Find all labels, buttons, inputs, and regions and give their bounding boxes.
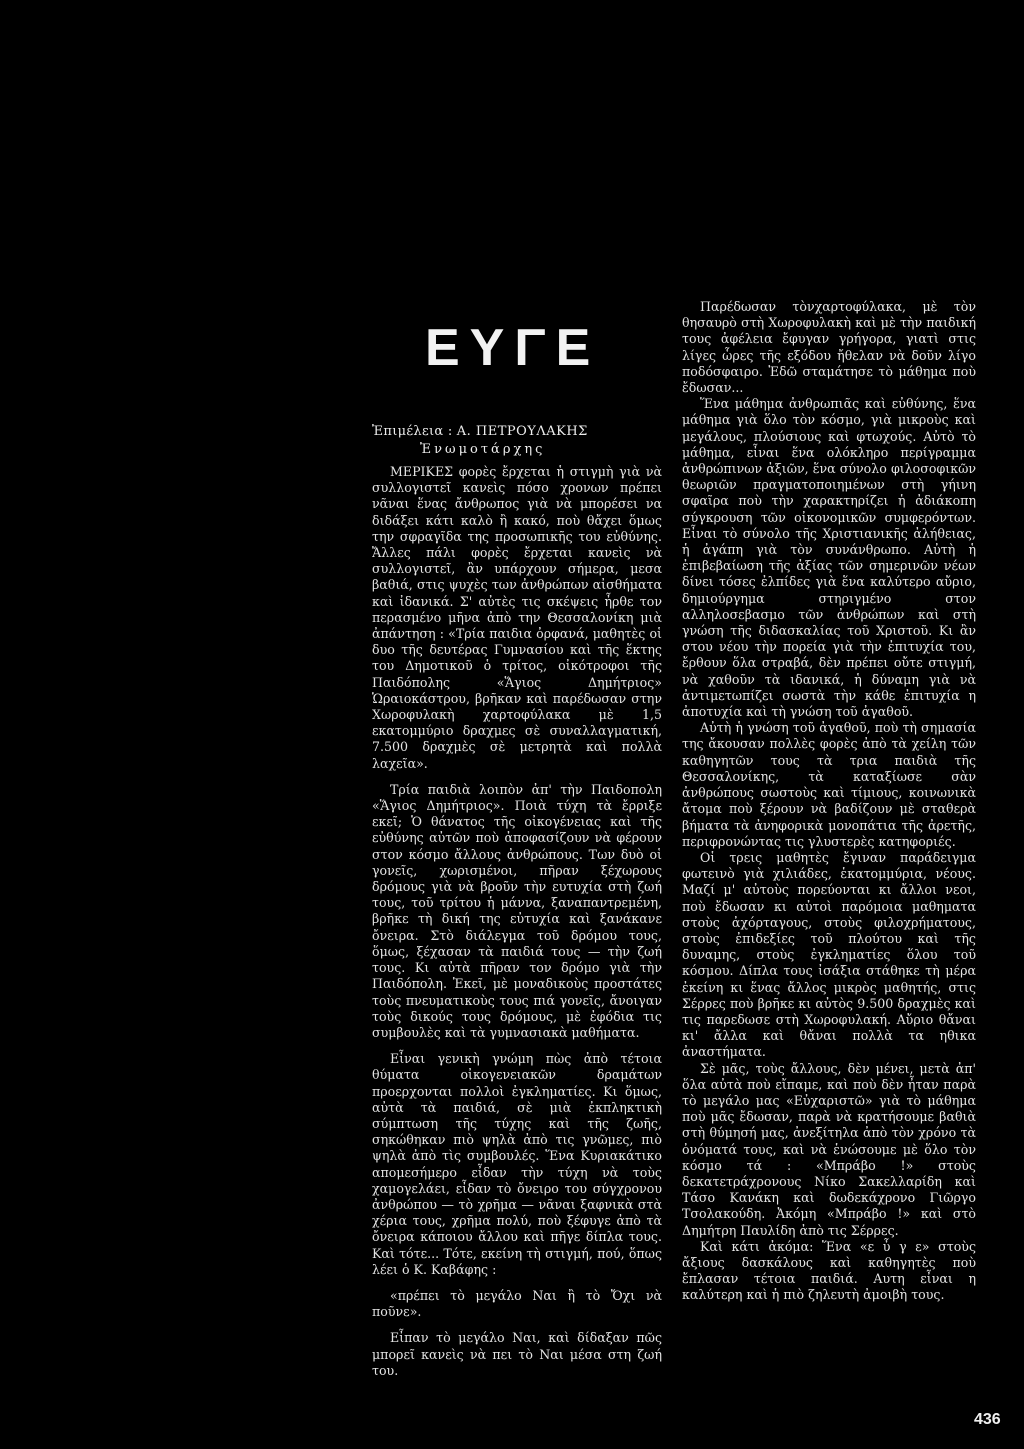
paragraph: Εἶπαν τὸ μεγάλο Ναι, καὶ δίδαξαν πῶς μπορεῖ κανεὶς νὰ πει τὸ Ναι μέσα στη ζωή του.: [372, 1330, 662, 1378]
editor-credit: [372, 424, 662, 440]
article-column-left: [372, 464, 662, 1379]
editor-name: Α. ΠΕΤΡΟΥΛΑΚΗΣ: [456, 424, 588, 439]
article-column-right: [682, 299, 976, 1304]
quotation: «πρέπει τὸ μεγάλο Ναι ἢ τὸ Ὄχι νὰ ποῦνε».: [372, 1287, 662, 1320]
editor-label: Ἐπιμέλεια :: [372, 424, 453, 439]
paragraph: Τρία παιδιὰ λοιπὸν ἀπ' τὴν Παιδοπολη «Ἅγιος Δημήτριος». Ποιὰ τύχη τὰ ἔρριξε εκεῖ; Ὁ θάνατος τῆς οἰκογένειας καὶ τῆς εὐθύνης αὐτῶν ποὺ ἀποφασίζουν νὰ φέρουν στον κόσμο ἄλλους ἀνθρώπους. Των δυὸ οἱ γονεῖς, χωρισμένοι, πῆραν ξέχωρους δρόμους γιὰ νὰ βροῦν τὴν ευτυχία στὴ ζωή τους, τοῦ τρίτου ἡ μάννα, ξαναπαντρεμένη, βρῆκε τὴ δική της εὐτυχία καὶ ξανάκανε ὄνειρα. Στὸ διάλεγμα τοῦ δρόμου τους, ὅμως, ξέχασαν τὰ παιδιά τους — τὴν ζωή τους. Κι αὐτὰ πῆραν τον δρόμο γιὰ τὴν Παιδόπολη. Ἐκεῖ, μὲ μοναδικοὺς προστάτες τοὺς πνευματικοὺς τους πιά γονεῖς, ἄνοιγαν τοὺς δικούς τους δρόμους, μὲ ἐφόδια τις συμβουλὲς καὶ τὰ γυμνασιακὰ μαθήματα.: [372, 781, 662, 1040]
page-number: 436: [974, 1411, 1001, 1428]
paragraph: Παρέδωσαν τὸνχαρτοφύλακα, μὲ τὸν θησαυρὸ στὴ Χωροφυλακὴ καὶ μὲ τὴν παιδική τους ἀφέλεια ἔφυγαν γρήγορα, γιατὶ στις λίγες ὧρες τῆς εξόδου ἤθελαν νὰ δοῦν λίγο ποδόσφαιρο. Ἐδῶ σταμάτησε τὸ μάθημα ποὺ ἔδωσαν...: [682, 299, 976, 396]
paragraph: Καὶ κάτι ἀκόμα: Ἕνα «ε ὖ γ ε» στοὺς ἄξιους δασκάλους καὶ καθηγητὲς ποὺ ἔπλασαν τέτοια παιδιά. Αυτη εἶναι η καλύτερη καὶ ἡ πιὸ ζηλευτὴ ἀμοιβὴ τους.: [682, 1238, 976, 1303]
paragraph: Οἱ τρεις μαθητὲς ἔγιναν παράδειγμα φωτεινὸ γιὰ χιλιάδες, ἑκατομμύρια, νέους. Μαζί μ' αὐτοὺς πορεύονται κι ἄλλοι νεοι, ποὺ ἔδωσαν κι αὐτοὶ παρόμοια μαθηματα στοὺς ἀχόρταγους, στοὺς φιλοχρήματους, στοὺς ἐπιδεξίες τοῦ πλούτου καὶ τῆς δυναμης, στοὺς ἐγκληματίες ὅλου τοῦ κόσμου. Δίπλα τους ἰσάξια στάθηκε τὴ μέρα ἐκείνη κι ἕνας ἄλλος μικρὸς μαθητής, στις Σέρρες ποὺ βρῆκε κι αὐτὸς 9.500 δραχμὲς καὶ τις παρεδωσε στὴ Χωροφυλακή. Αὔριο θἄναι κι' ἄλλα καὶ θἄναι πολλὰ τα ηθικα ἀναστήματα.: [682, 849, 976, 1060]
paragraph: Ἕνα μάθημα ἀνθρωπιᾶς καὶ εὐθύνης, ἕνα μάθημα γιὰ ὅλο τὸν κόσμο, γιὰ μικροὺς καὶ μεγάλους, πλούσιους καὶ φτωχούς. Αὐτὸ τὸ μάθημα, εἶναι ἕνα ολόκληρο περίγραμμα ἀνθρώπινων ἀξιῶν, ἕνα σύνολο φιλοσοφικῶν θεωριῶν πραγματοποιημένων στὴ γήινη σφαῖρα ποὺ τὴν χαρακτηρίζει ἡ ἀδιάκοπη σύγκρουση τῶν οἰκονομικῶν συμφερόντων. Εἶναι τὸ σύνολο τῆς Χριστιανικῆς ἀλήθειας, ἡ ἀγάπη γιὰ τὸν συνάνθρωπο. Αὐτὴ ἡ ἐπιβεβαίωση τῆς ἀξίας τῶν σημερινῶν νέων δίνει τόσες ἐλπίδες γιὰ ἕνα καλύτερο αὔριο, δημιούργημα στηριγμένο στον αλληλοσεβασμο τῶν ἀνθρώπων καὶ στὴ γνώση τῆς διδασκαλίας τοῦ Χριστοῦ. Κι ἂν στου νέου τὴν πορεία γιὰ τὴν ἐπιτυχία του, ἔρθουν ὅλα στραβά, δὲν πρέπει οὔτε στιγμή, νὰ χαθοῦν τὰ ιδανικά, ἡ δύναμη γιὰ νὰ ἀντιμετωπίζει σωστὰ τὴν κάθε ἐπιτυχία η ἀποτυχία καὶ τὴ γνώση τοῦ ἀγαθοῦ.: [682, 396, 976, 720]
editor-rank: Ἐνωμοτάρχης: [420, 442, 546, 457]
paragraph: ΜΕΡΙΚΕΣ φορὲς ἔρχεται ἡ στιγμὴ γιὰ νὰ συλλογιστεῖ κανεὶς πόσο χρονων πρέπει νᾶναι ἕνας ἄνθρωπος γιὰ νὰ μπορέσει να διδάξει κάτι καλὸ ἢ κακό, ποὺ θἄχει ὅμως την σφραγῖδα της προσωπικῆς του εὐθύνης. Ἄλλες πάλι φορὲς ἔρχεται κανεὶς νὰ συλλογιστεῖ, ἂν υπάρχουν σήμερα, μεσα βαθιά, στις ψυχὲς των ἀνθρώπων αἰσθήματα καὶ ἰδανικά. Σ' αὐτὲς τις σκέψεις ἦρθε τον περασμένο μῆνα ἀπὸ την Θεσσαλονίκη μιὰ ἀπάντηση : «Τρία παιδια ὀρφανά, μαθητὲς οἱ δυο τῆς δευτέρας Γυμνασίου καὶ τῆς ἕκτης του Δημοτικοῦ ὁ τρίτος, οἰκότροφοι τῆς Παιδόπολης «Ἅγιος Δημήτριος» Ὡραιοκάστρου, βρῆκαν καὶ παρέδωσαν στην Χωροφυλακὴ χαρτοφύλακα μὲ 1,5 εκατομμύριο δραχμες σὲ συναλλαγματική, 7.500 δραχμὲς σὲ μετρητὰ καὶ πολλὰ λαχεῖα».: [372, 464, 662, 771]
paragraph: Εἶναι γενικὴ γνώμη πὼς ἀπὸ τέτοια θύματα οἰκογενειακῶν δραμάτων προερχονται πολλοὶ ἐγκληματίες. Κι ὅμως, αὐτὰ τὰ παιδιά, σὲ μιὰ ἐκπληκτικὴ σύμπτωση τῆς τύχης καὶ τῆς ζωῆς, σηκώθηκαν πιὸ ψηλὰ ἀπὸ τις γνῶμες, πιὸ ψηλὰ ἀπὸ τὶς συμβουλές. Ἕνα Κυριακάτικο απομεσήμερο εἶδαν τὴν τύχη νὰ τοὺς χαμογελάει, εἶδαν τὸ ὄνειρο του σύγχρονου ἀνθρώπου — τὸ χρῆμα — νᾶναι ξαφνικὰ στὰ χέρια τους, χρῆμα πολύ, ποὺ ξέφυγε ἀπὸ τὰ ὄνειρα κάποιου ἄλλου καὶ πῆγε δίπλα τους. Καὶ τότε... Τότε, εκείνη τὴ στιγμή, πού, ὅπως λέει ὁ Κ. Καβάφης :: [372, 1051, 662, 1277]
section-title: ΕΥΓΕ: [425, 319, 601, 377]
paragraph: Σὲ μᾶς, τοὺς ἄλλους, δὲν μένει, μετὰ ἀπ' ὅλα αὐτὰ ποὺ εἴπαμε, καὶ ποὺ δὲν ἦταν παρὰ τὸ μεγάλο μας «Εὐχαριστῶ» γιὰ τὸ μάθημα ποὺ μᾶς ἔδωσαν, παρὰ νὰ κρατήσουμε βαθιὰ στὴ θύμησή μας, ἀνεξίτηλα ἀπὸ τὸν χρόνο τὰ ὀνόματά τους, καὶ νὰ ἑνώσουμε μὲ ὅλο τὸν κόσμο τά : «Μπράβο !» στοὺς δεκατετράχρονους Νίκο Σακελλαρίδη καὶ Τάσο Κανάκη καὶ δωδεκάχρονο Γιῶργο Τσολακούδη. Ἀκόμη «Μπράβο !» καὶ στὸ Δημήτρη Παυλίδη ἀπὸ τις Σέρρες.: [682, 1060, 976, 1238]
paragraph: Αὐτὴ ἡ γνώση τοῦ ἀγαθοῦ, ποὺ τὴ σημασία της ἄκουσαν πολλὲς φορὲς ἀπὸ τὰ χείλη τῶν καθηγητῶν τους τὰ τρια παιδιὰ τῆς Θεσσαλονίκης, τὰ καταξίωσε σὰν ἀνθρώπους σωστοὺς καὶ τίμιους, κοινωνικὰ ἄτομα ποὺ ξέρουν νὰ βαδίζουν μὲ σταθερὰ βήματα τὰ ἀνηφορικὰ μονοπάτια τῆς ἀρετῆς, περιφρονώντας τις γλυστερὲς κατηφοριές.: [682, 720, 976, 849]
